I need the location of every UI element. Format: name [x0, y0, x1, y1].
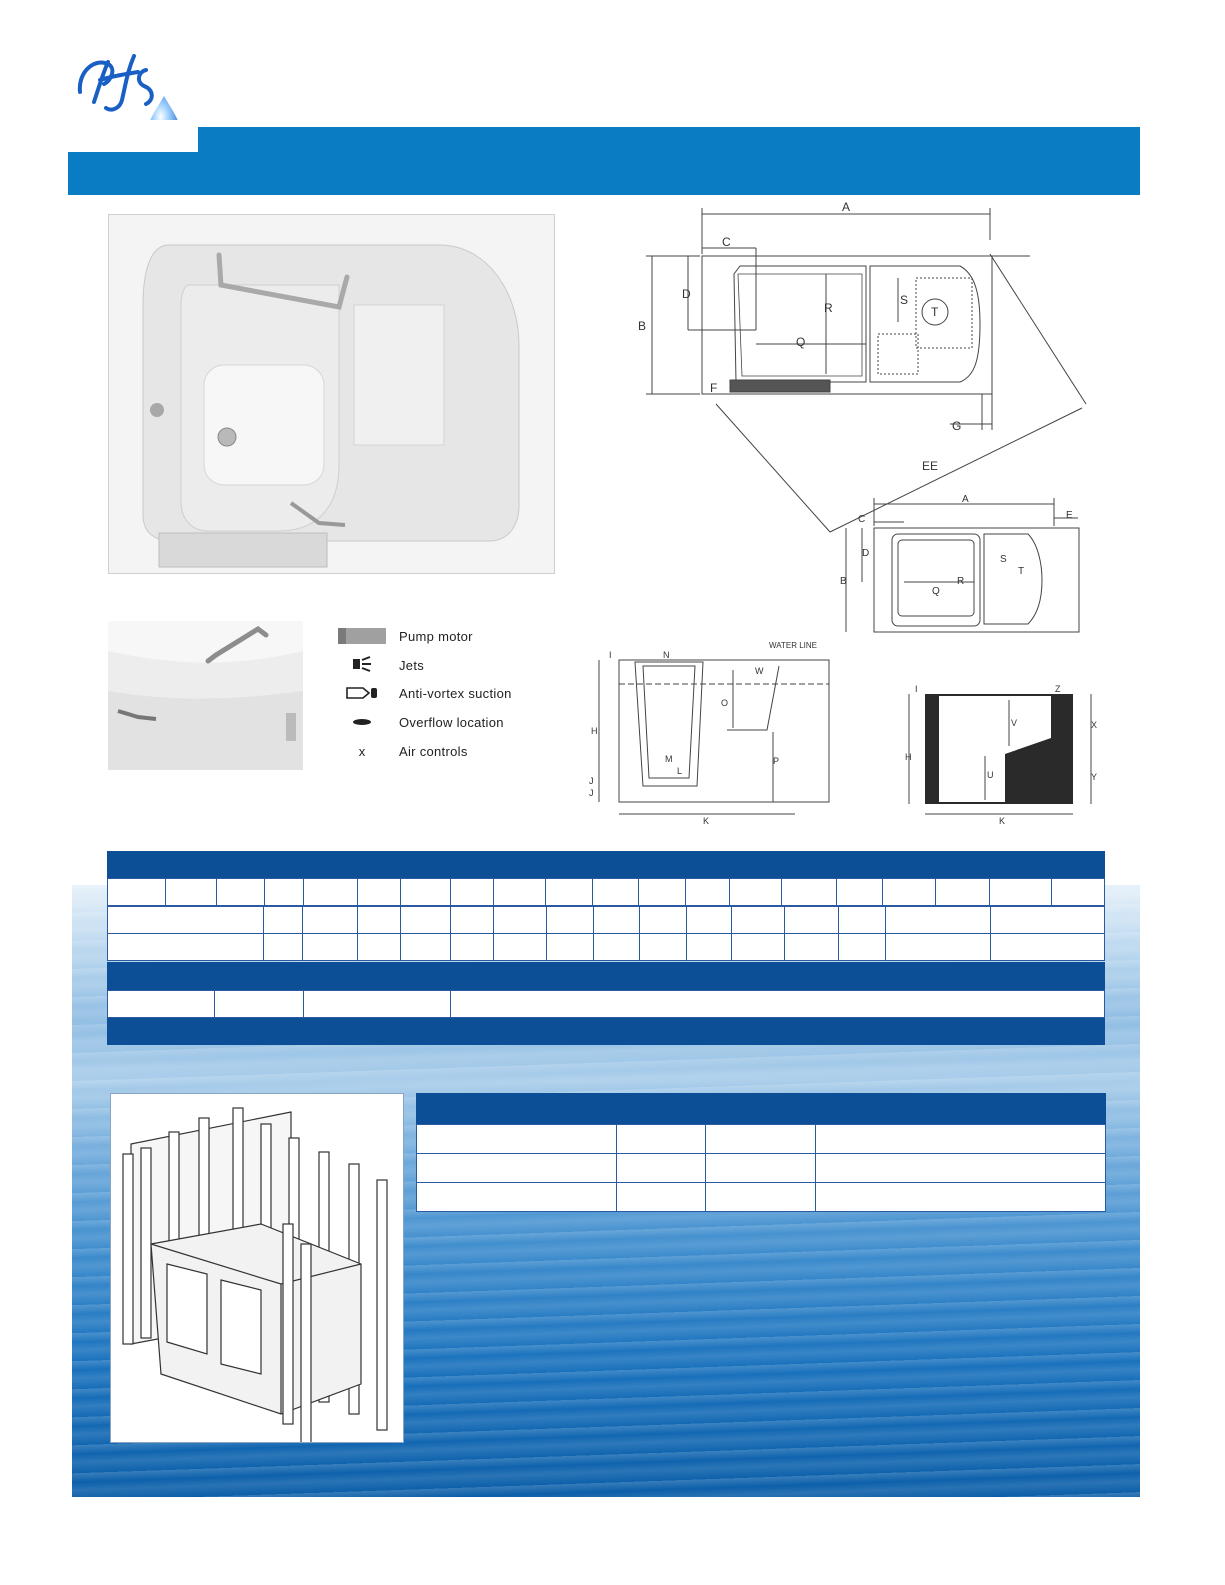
pump-motor-icon: [333, 625, 391, 647]
svg-text:G: G: [952, 419, 962, 433]
svg-text:K: K: [999, 816, 1006, 826]
svg-text:H: H: [591, 726, 598, 736]
banner-logo-notch: [68, 120, 198, 152]
table-row: [417, 1183, 1106, 1212]
legend-label: Air controls: [399, 743, 468, 759]
air-controls-icon: x: [358, 743, 366, 759]
svg-text:Q: Q: [796, 335, 806, 349]
legend-item-overflow-location: [333, 711, 504, 733]
legend-label: Jets: [399, 657, 425, 673]
top-view-drawing: [630, 194, 1106, 534]
svg-text:T: T: [931, 305, 939, 319]
table-row: [108, 934, 1105, 961]
options-table-header: [107, 962, 1105, 990]
svg-text:L: L: [677, 766, 683, 776]
svg-text:V: V: [1011, 718, 1018, 728]
header-banner: [68, 127, 1140, 195]
table-row: [417, 1154, 1106, 1183]
legend: [333, 623, 573, 783]
table-row: [417, 1125, 1106, 1154]
installation-framing-drawing: [110, 1093, 404, 1443]
table-row: [108, 991, 1105, 1018]
svg-text:Q: Q: [932, 586, 940, 597]
svg-text:D: D: [862, 548, 870, 559]
legend-item-jets: [333, 654, 424, 676]
svg-text:M: M: [665, 754, 673, 764]
spec-table-values: [107, 906, 1105, 961]
options-table: [107, 990, 1105, 1018]
dimensions-table-header: [416, 1093, 1106, 1124]
dimensions-table: [416, 1124, 1106, 1212]
legend-item-anti-vortex-suction: [333, 682, 512, 704]
svg-text:R: R: [824, 301, 833, 315]
svg-text:C: C: [858, 514, 866, 525]
svg-text:X: X: [1091, 720, 1098, 730]
svg-text:O: O: [721, 698, 729, 708]
legend-label: Pump motor: [399, 628, 473, 644]
small-top-view-drawing: [832, 494, 1082, 634]
product-photo-tub: [108, 214, 555, 574]
side-view-drawing: [583, 640, 833, 825]
svg-text:H: H: [905, 752, 912, 762]
svg-text:S: S: [900, 293, 909, 307]
overflow-location-icon: [333, 717, 391, 727]
svg-text:P: P: [773, 756, 780, 766]
svg-text:J: J: [589, 788, 594, 798]
anti-vortex-suction-icon: [333, 685, 391, 701]
spec-table-header: [107, 851, 1105, 878]
svg-text:EE: EE: [922, 459, 939, 473]
svg-text:Z: Z: [1055, 684, 1061, 694]
svg-text:Y: Y: [1091, 772, 1098, 782]
svg-text:I: I: [609, 650, 612, 660]
legend-item-air-controls: [333, 740, 468, 762]
svg-text:B: B: [840, 576, 847, 587]
svg-text:S: S: [1000, 554, 1007, 565]
svg-text:K: K: [703, 816, 710, 825]
svg-text:T: T: [1018, 566, 1025, 577]
svg-text:A: A: [842, 200, 851, 214]
table-footer-bar: [107, 1018, 1105, 1045]
svg-text:N: N: [663, 650, 670, 660]
svg-text:W: W: [755, 666, 764, 676]
svg-text:F: F: [710, 381, 718, 395]
jets-icon: [333, 655, 391, 675]
svg-text:WATER LINE: WATER LINE: [769, 641, 818, 650]
legend-label: Overflow location: [399, 714, 504, 730]
svg-text:E: E: [1066, 510, 1073, 521]
legend-item-pump-motor: [333, 625, 473, 647]
svg-text:D: D: [682, 287, 691, 301]
table-row: [108, 907, 1105, 934]
svg-text:J: J: [589, 776, 594, 786]
table-row: [108, 879, 1105, 906]
product-photo-detail: [108, 621, 303, 770]
svg-text:I: I: [915, 684, 918, 694]
svg-text:U: U: [987, 770, 994, 780]
svg-text:B: B: [638, 319, 647, 333]
svg-text:A: A: [962, 494, 969, 505]
legend-label: Anti-vortex suction: [399, 685, 512, 701]
svg-text:C: C: [722, 235, 731, 249]
svg-text:R: R: [957, 576, 965, 587]
spec-table: [107, 878, 1105, 906]
end-view-drawing: [895, 680, 1110, 828]
